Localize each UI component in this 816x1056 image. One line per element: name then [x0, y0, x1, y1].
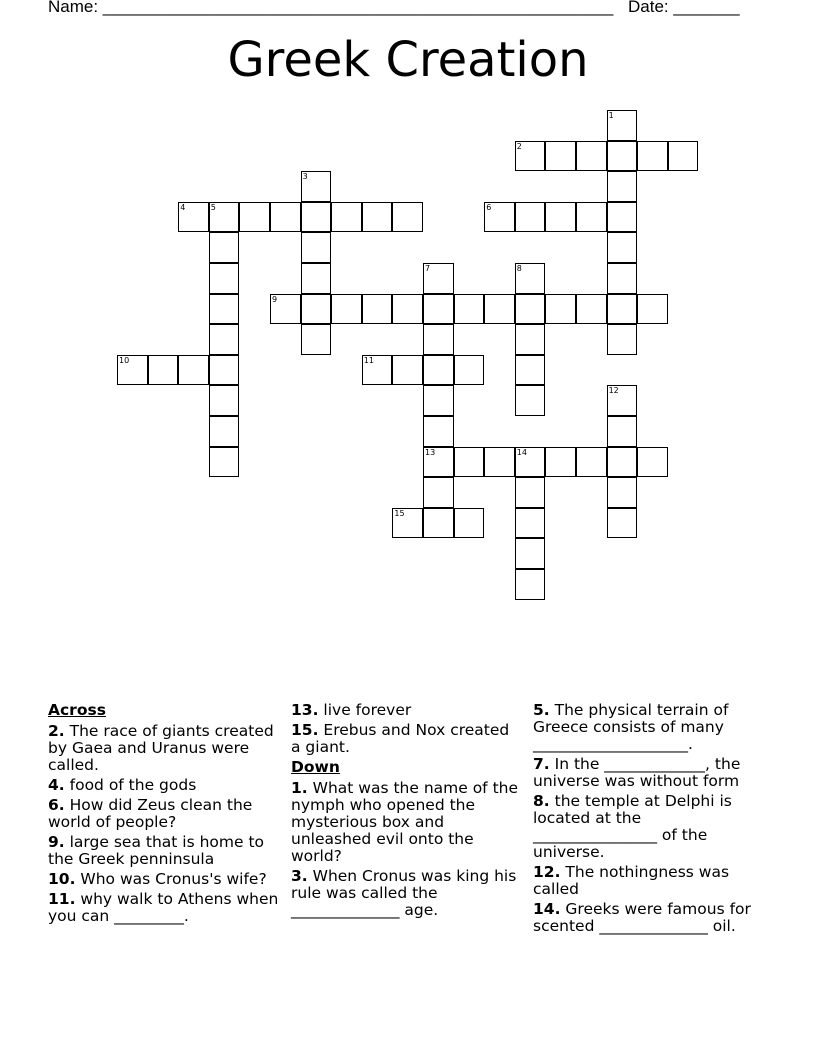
clue-across-15: 15. Erebus and Nox created a giant. — [291, 721, 510, 756]
grid-cell[interactable] — [607, 141, 638, 172]
grid-cell[interactable] — [209, 232, 240, 263]
grid-cell[interactable] — [545, 202, 576, 233]
clue-number: 10 — [119, 355, 130, 365]
grid-cell[interactable] — [637, 294, 668, 325]
clue-number: 1 — [608, 111, 614, 120]
grid-cell[interactable] — [239, 202, 270, 233]
grid-cell[interactable] — [607, 508, 638, 539]
grid-cell[interactable] — [607, 110, 638, 141]
name-field[interactable]: Name: ______________________________________________________ — [48, 0, 614, 16]
grid-cell[interactable] — [607, 232, 638, 263]
grid-cell[interactable] — [392, 294, 423, 325]
grid-cell[interactable] — [178, 202, 209, 233]
grid-cell[interactable] — [392, 508, 423, 539]
grid-cell[interactable] — [454, 294, 485, 325]
clue-down-3: 3. When Cronus was king his rule was called the ______________ age. — [291, 867, 517, 919]
grid-cell[interactable] — [454, 508, 485, 539]
grid-cell[interactable] — [301, 232, 332, 263]
clue-number: 9 — [272, 294, 278, 304]
grid-cell[interactable] — [423, 447, 454, 478]
grid-cell[interactable] — [515, 355, 546, 386]
clue-number: 14 — [516, 447, 527, 457]
grid-cell[interactable] — [423, 416, 454, 447]
grid-cell[interactable] — [270, 294, 301, 325]
grid-cell[interactable] — [484, 447, 515, 478]
grid-cell[interactable] — [515, 538, 546, 569]
clue-number: 12 — [608, 386, 619, 396]
grid-cell[interactable] — [637, 447, 668, 478]
clues-column-2 — [291, 702, 519, 922]
grid-cell[interactable] — [209, 294, 240, 325]
grid-cell[interactable] — [178, 355, 209, 386]
grid-cell[interactable] — [423, 355, 454, 386]
down-heading: Down — [291, 758, 340, 776]
grid-cell[interactable] — [668, 141, 699, 172]
grid-cell[interactable] — [515, 385, 546, 416]
grid-cell[interactable] — [209, 324, 240, 355]
clues-column-3 — [533, 702, 769, 938]
grid-cell[interactable] — [209, 447, 240, 478]
grid-cell[interactable] — [607, 263, 638, 294]
grid-cell[interactable] — [607, 477, 638, 508]
grid-cell[interactable] — [362, 202, 393, 233]
grid-cell[interactable] — [362, 294, 393, 325]
across-heading: Across — [48, 701, 106, 719]
grid-cell[interactable] — [270, 202, 301, 233]
grid-cell[interactable] — [454, 447, 485, 478]
grid-cell[interactable] — [515, 508, 546, 539]
clue-number: 15 — [394, 508, 405, 518]
clue-down-7: 7. In the _____________, the universe was without form — [533, 755, 741, 790]
grid-cell[interactable] — [545, 447, 576, 478]
grid-cell[interactable] — [515, 294, 546, 325]
clue-down-5: 5. The physical terrain of Greece consists of many ____________________. — [533, 701, 729, 753]
clue-number: 2 — [516, 141, 522, 151]
grid-cell[interactable] — [576, 294, 607, 325]
grid-cell[interactable] — [454, 355, 485, 386]
clue-across-10: 10. Who was Cronus's wife? — [48, 870, 267, 888]
clue-down-1: 1. What was the name of the nymph who opened the mysterious box and unleashed evil onto the world? — [291, 779, 519, 865]
grid-cell[interactable] — [515, 447, 546, 478]
grid-cell[interactable] — [607, 385, 638, 416]
clue-number: 4 — [180, 202, 186, 212]
grid-cell[interactable] — [331, 202, 362, 233]
clue-number: 3 — [302, 172, 308, 182]
grid-cell[interactable] — [484, 294, 515, 325]
clue-across-2: 2. The race of giants created by Gaea and Uranus were called. — [48, 722, 274, 774]
grid-cell[interactable] — [515, 477, 546, 508]
date-field[interactable]: Date: _______ — [628, 0, 740, 16]
grid-cell[interactable] — [331, 294, 362, 325]
grid-cell[interactable] — [607, 324, 638, 355]
grid-cell[interactable] — [607, 171, 638, 202]
grid-cell[interactable] — [392, 355, 423, 386]
grid-cell[interactable] — [545, 141, 576, 172]
grid-cell[interactable] — [515, 569, 546, 600]
grid-cell[interactable] — [301, 324, 332, 355]
clue-down-12: 12. The nothingness was called — [533, 863, 730, 898]
clue-number: 8 — [516, 264, 522, 273]
grid-cell[interactable] — [301, 263, 332, 294]
grid-cell[interactable] — [423, 508, 454, 539]
grid-cell[interactable] — [301, 294, 332, 325]
clues-column-1 — [48, 702, 280, 928]
grid-cell[interactable] — [117, 355, 148, 386]
grid-cell[interactable] — [515, 324, 546, 355]
grid-cell[interactable] — [545, 294, 576, 325]
grid-cell[interactable] — [576, 202, 607, 233]
clue-across-11: 11. why walk to Athens when you can _________. — [48, 890, 279, 925]
grid-cell[interactable] — [607, 416, 638, 447]
clue-down-8: 8. the temple at Delphi is located at the ________________ of the universe. — [533, 792, 732, 861]
grid-cell[interactable] — [301, 202, 332, 233]
clue-down-14: 14. Greeks were famous for scented ______________ oil. — [533, 900, 751, 935]
grid-cell[interactable] — [423, 324, 454, 355]
clue-across-9: 9. large sea that is home to the Greek penninsula — [48, 833, 265, 868]
grid-cell[interactable] — [362, 355, 393, 386]
grid-cell[interactable] — [484, 202, 515, 233]
grid-cell[interactable] — [576, 447, 607, 478]
grid-cell[interactable] — [607, 447, 638, 478]
grid-cell[interactable] — [607, 202, 638, 233]
clue-across-13: 13. live forever — [291, 701, 412, 719]
grid-cell[interactable] — [209, 385, 240, 416]
grid-cell[interactable] — [209, 202, 240, 233]
grid-cell[interactable] — [576, 141, 607, 172]
grid-cell[interactable] — [423, 385, 454, 416]
grid-cell[interactable] — [423, 477, 454, 508]
grid-cell[interactable] — [209, 416, 240, 447]
clue-across-4: 4. food of the gods — [48, 776, 197, 794]
grid-cell[interactable] — [423, 294, 454, 325]
grid-cell[interactable] — [607, 294, 638, 325]
clue-number: 5 — [210, 202, 216, 212]
clue-across-6: 6. How did Zeus clean the world of people? — [48, 796, 253, 831]
grid-cell[interactable] — [148, 355, 179, 386]
grid-cell[interactable] — [392, 202, 423, 233]
grid-cell[interactable] — [423, 263, 454, 294]
clue-number: 11 — [363, 355, 374, 365]
grid-cell[interactable] — [515, 263, 546, 294]
grid-cell[interactable] — [515, 202, 546, 233]
grid-cell[interactable] — [515, 141, 546, 172]
clue-number: 7 — [425, 264, 431, 273]
grid-cell[interactable] — [209, 355, 240, 386]
puzzle-title: Greek Creation — [227, 32, 589, 88]
grid-cell[interactable] — [209, 263, 240, 294]
clue-number: 6 — [486, 202, 492, 212]
grid-cell[interactable] — [637, 141, 668, 172]
grid-cell[interactable] — [301, 171, 332, 202]
clue-number: 13 — [425, 447, 436, 457]
